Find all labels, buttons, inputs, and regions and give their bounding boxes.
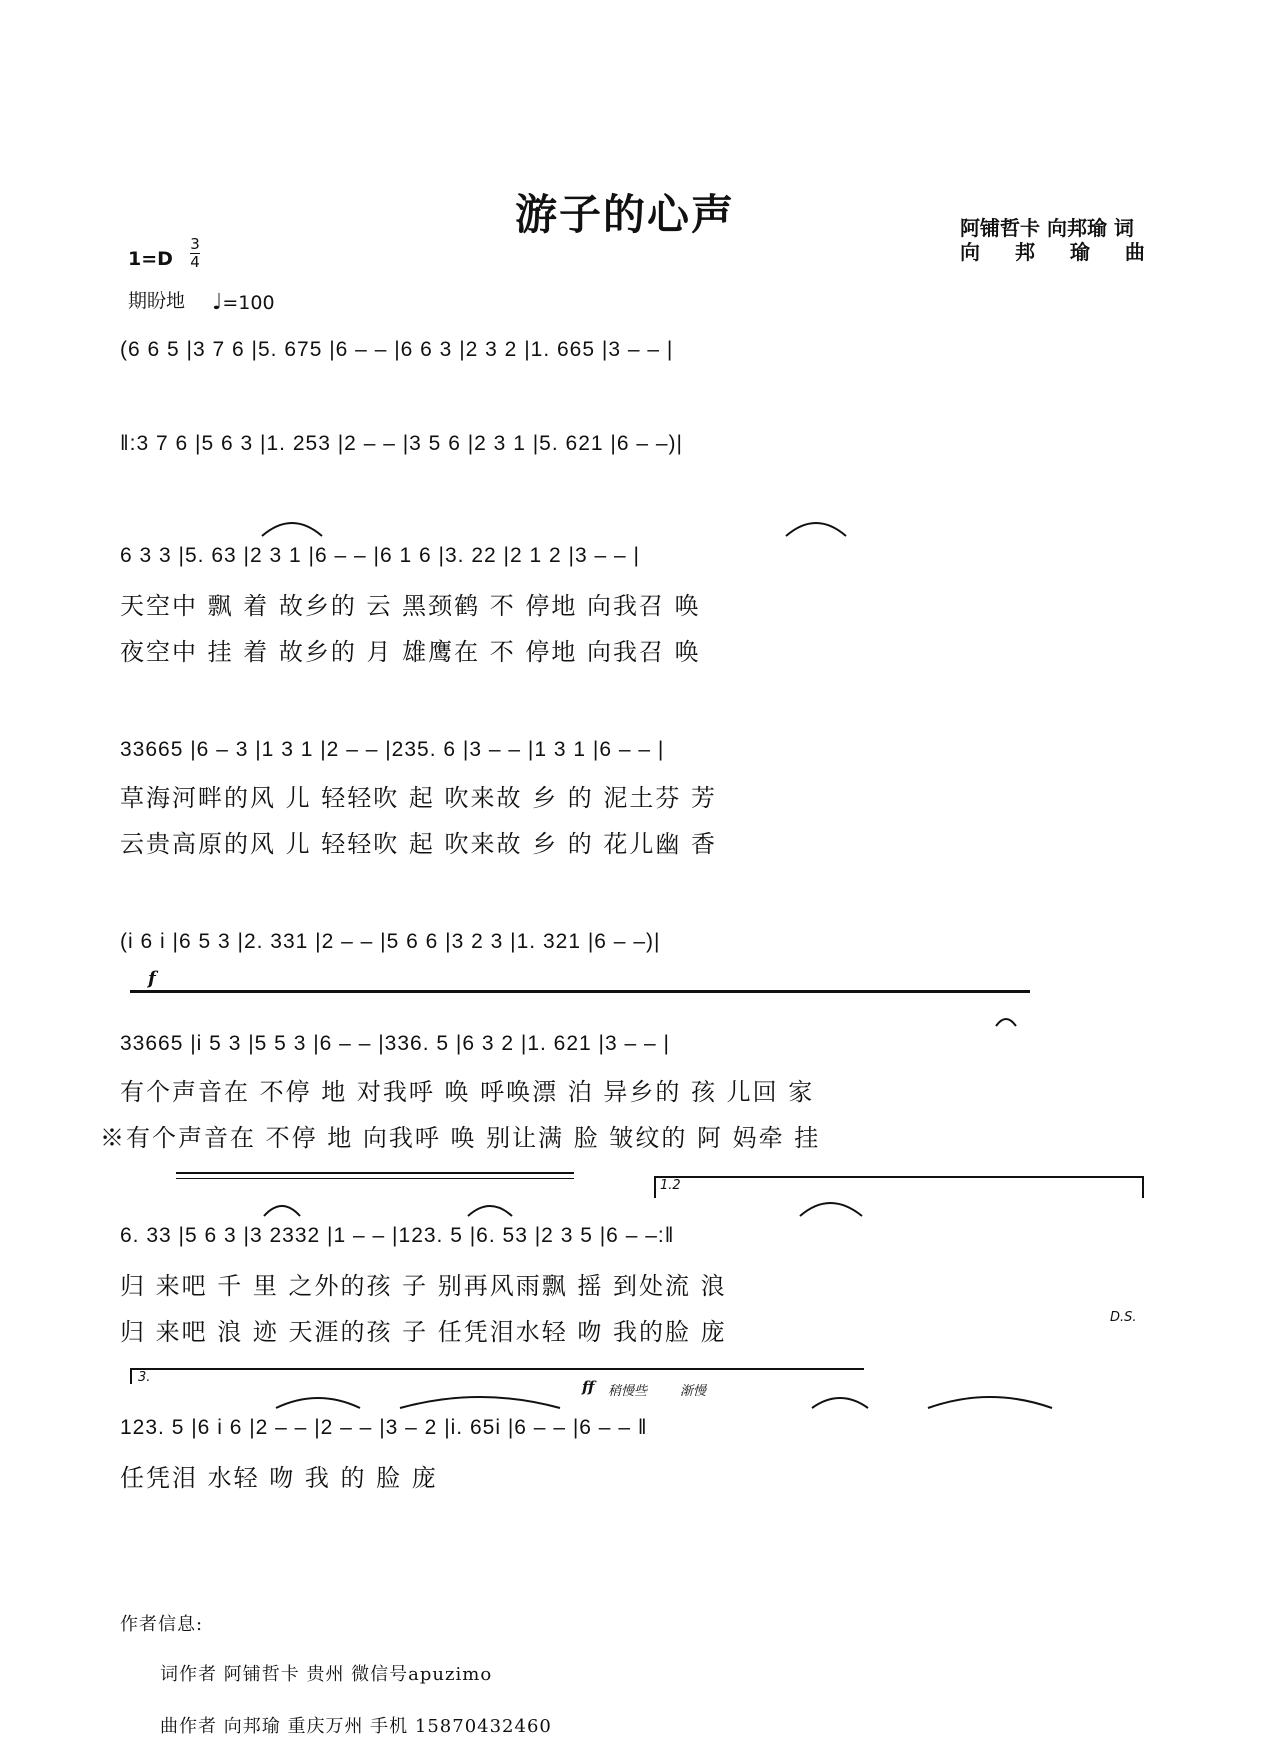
quarter-note-icon: ♩: [212, 290, 223, 315]
lyric-row-4-verse-1: 草海河畔的风 儿 轻轻吹 起 吹来故 乡 的 泥土芬 芳: [120, 784, 718, 812]
tempo-direction-1: 稍慢些: [608, 1384, 648, 1399]
notation-row-1: (6 6 5 |3 7 6 |5. 675 |6 – – |6 6 3 |2 3 2 |1. 665 |3 – – |: [120, 338, 674, 361]
slur-row8-c: [812, 1398, 868, 1408]
forte-mark: f: [148, 968, 156, 989]
notation-row-3: 6 3 3 |5. 63 |2 3 1 |6 – – |6 1 6 |3. 22 |2 1 2 |3 – – |: [120, 544, 640, 567]
slur-row7-c: [800, 1203, 862, 1216]
time-signature-top: 3: [190, 235, 200, 253]
slur-row3-a: [262, 523, 322, 536]
slur-row7-a: [264, 1206, 300, 1216]
composer-credit: 向 邦 瑜 曲: [960, 240, 1159, 264]
notation-row-5: (i 6 i |6 5 3 |2. 331 |2 – – |5 6 6 |3 2 3 |1. 321 |6 – –)|: [120, 930, 661, 953]
time-signature-bottom: 4: [190, 253, 200, 271]
slur-row7-b: [468, 1206, 512, 1216]
lyric-row-6-verse-1: 有个声音在 不停 地 对我呼 唤 呼唤漂 泊 异乡的 孩 儿回 家: [120, 1078, 815, 1106]
notation-row-8: 123. 5 |6 i 6 |2 – – |2 – – |3 – 2 |i. 65i |6 – – |6 – – ‖: [120, 1416, 648, 1439]
author-info-lyricist: 词作者 阿铺哲卡 贵州 微信号apuzimo: [160, 1664, 493, 1685]
lyric-row-4-verse-2: 云贵高原的风 儿 轻轻吹 起 吹来故 乡 的 花儿幽 香: [120, 830, 718, 858]
author-info-composer: 曲作者 向邦瑜 重庆万州 手机 15870432460: [160, 1716, 552, 1737]
author-info-heading: 作者信息:: [120, 1614, 204, 1635]
lyric-row-7-verse-1: 归 来吧 千 里 之外的孩 子 别再风雨飘 摇 到处流 浪: [120, 1272, 727, 1300]
volta-label-3: 3.: [138, 1370, 151, 1385]
slur-row8-b: [400, 1397, 560, 1408]
dal-segno-mark: D.S.: [1110, 1310, 1137, 1325]
tempo-direction-2: 渐慢: [680, 1384, 707, 1399]
lyric-row-7-verse-2: 归 来吧 浪 迹 天涯的孩 子 任凭泪水轻 吻 我的脸 庞: [120, 1318, 727, 1346]
expression-mark: 期盼地: [128, 290, 186, 312]
notation-row-4: 33665 |6 – 3 |1 3 1 |2 – – |235. 6 |3 – – |1 3 1 |6 – – |: [120, 738, 665, 761]
song-title: 游子的心声: [515, 190, 736, 239]
fortissimo-mark: ff: [582, 1378, 595, 1396]
key-signature: 1=D: [128, 248, 173, 270]
lyric-row-3-verse-1: 天空中 飘 着 故乡的 云 黑颈鹤 不 停地 向我召 唤: [120, 592, 701, 620]
notation-row-6: 33665 |i 5 3 |5 5 3 |6 – – |336. 5 |6 3 2 |1. 621 |3 – – |: [120, 1032, 671, 1055]
slur-row8-a: [276, 1398, 360, 1408]
slur-row3-b: [786, 523, 846, 536]
notation-row-7: 6. 33 |5 6 3 |3 2332 |1 – – |123. 5 |6. 53 |2 3 5 |6 – –:‖: [120, 1224, 675, 1247]
notation-row-2: ‖:3 7 6 |5 6 3 |1. 253 |2 – – |3 5 6 |2 3 1 |5. 621 |6 – –)|: [120, 432, 683, 455]
lyric-row-6-verse-2: ※有个声音在 不停 地 向我呼 唤 别让满 脸 皱纹的 阿 妈牵 挂: [100, 1124, 821, 1152]
tempo-value: =100: [222, 292, 275, 314]
volta-label-1-2: 1.2: [660, 1178, 681, 1193]
fermata: [996, 1019, 1016, 1026]
lyric-row-8-verse-1: 任凭泪 水轻 吻 我 的 脸 庞: [120, 1464, 438, 1492]
lyric-row-3-verse-2: 夜空中 挂 着 故乡的 月 雄鹰在 不 停地 向我召 唤: [120, 638, 701, 666]
lyricist-credit: 阿铺哲卡 向邦瑜 词: [960, 216, 1134, 240]
slur-row8-d: [928, 1397, 1052, 1408]
